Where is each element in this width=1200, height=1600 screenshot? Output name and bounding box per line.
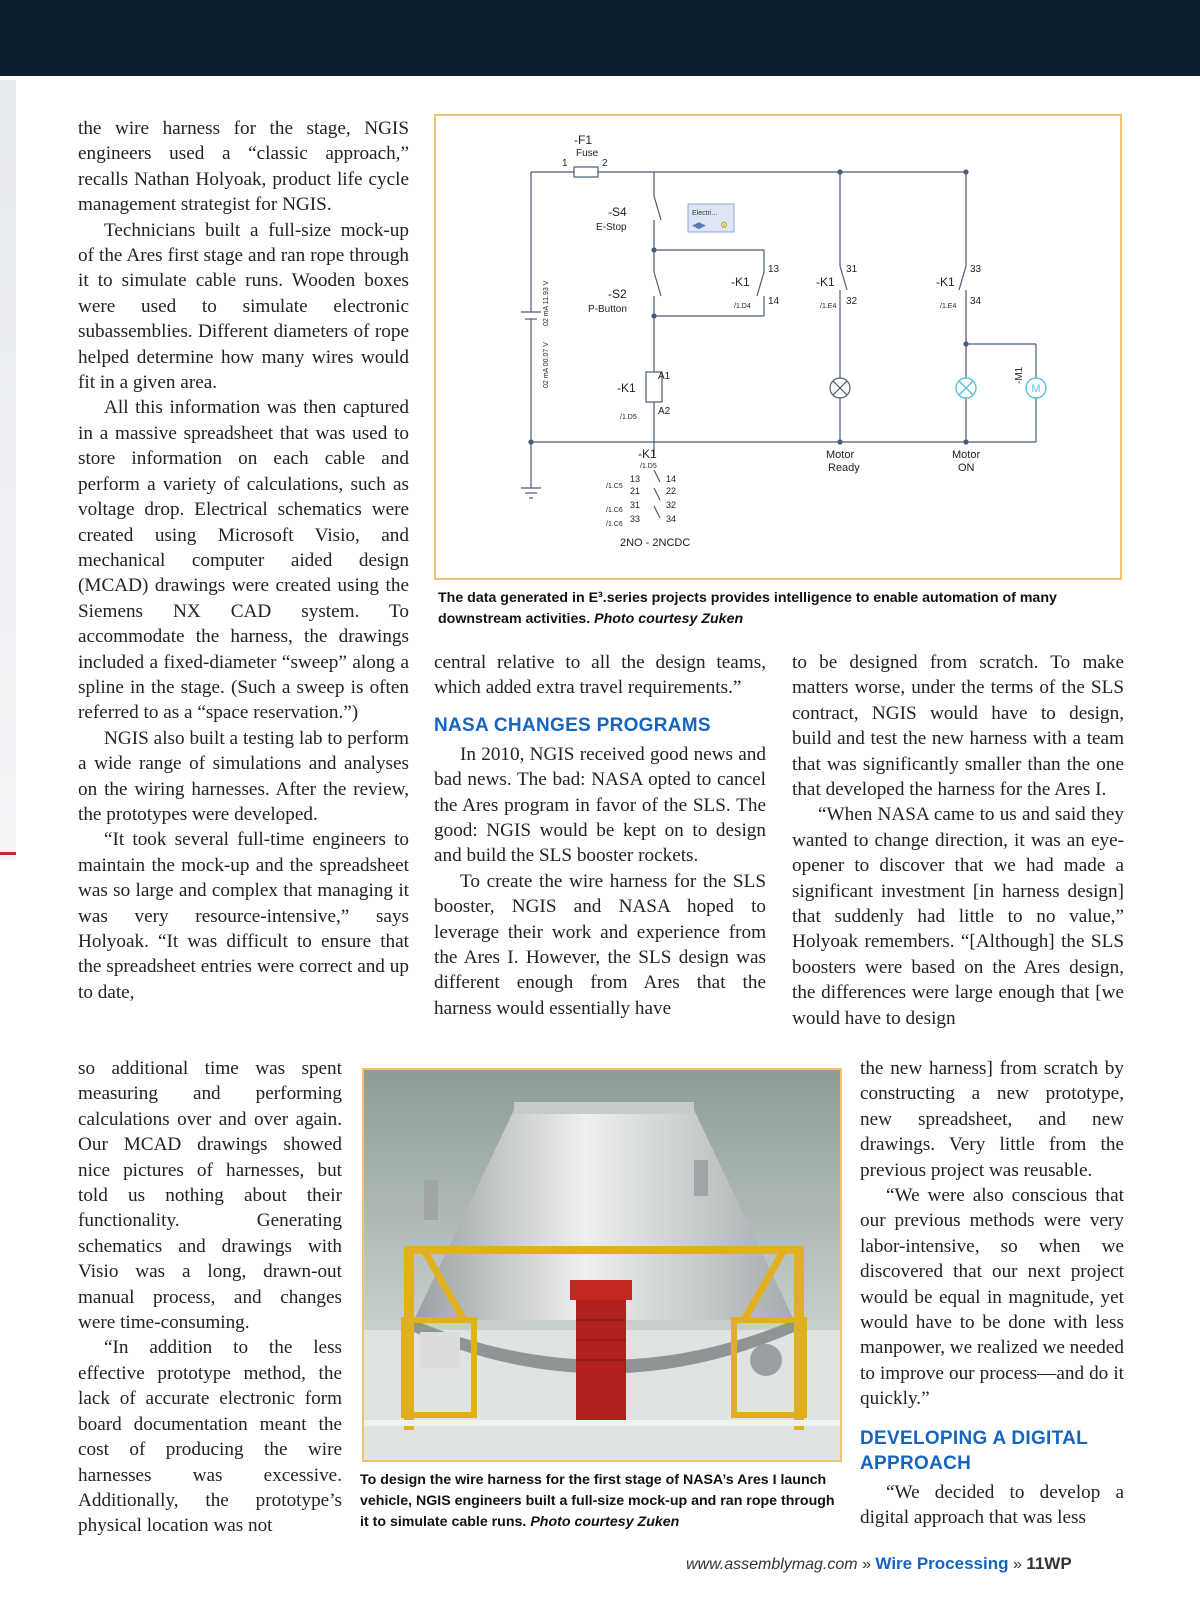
contacts-config: 2NO - 2NCDC	[620, 537, 691, 549]
contact-21: 21	[630, 486, 641, 496]
k1-contact-31-id: -K1	[816, 275, 835, 289]
paragraph: NGIS also built a testing lab to perform a wide range of simulations and analyses on the wiring harnesses. After the review, the prototypes were developed.	[78, 727, 409, 825]
footer-page-number: 11WP	[1026, 1554, 1072, 1573]
k1-coil-id: -K1	[617, 381, 636, 395]
popup-gear-icon: ⚙	[720, 220, 729, 230]
caption-text: To design the wire harness for the first stage of NASA’s Ares I launch vehicle, NGIS engineers built a full-size mock-up and ran rope through it to simulate cable runs.	[360, 1472, 835, 1530]
fuse-id: -F1	[574, 133, 592, 147]
k1-coil-ref: /1.D5	[620, 414, 637, 421]
motor-id: -M1	[1014, 366, 1025, 384]
page-edge-tab	[0, 80, 16, 860]
paragraph: “It took several full-time engineers to maintain the mock-up and the spreadsheet was so large and complex that managing it was very resource-intensive,” says Holyoak. “It was difficult to ensure that the spreadsheet entries were correct and up to date,	[78, 829, 409, 1003]
s4-label: E-Stop	[596, 222, 627, 233]
paragraph: All this information was then captured in a massive spreadsheet that was used to store information on each cable and perform a variety of calculations, such as voltage drop. Electrical schematics were created using Microsoft Visio, and mechanical computer aided design (MCAD) drawings were created using the Siemens NX CAD system. To accommodate the harness, the drawings included a fixed-diameter “sweep” along a spline in the stage. (Such a sweep is often referred to as a “space reservation.”)	[78, 397, 409, 724]
column-3-top	[792, 650, 1124, 1031]
terminal-33: 33	[970, 264, 982, 275]
ref-c6-b: /1.C6	[606, 521, 623, 528]
column-2	[434, 650, 766, 1021]
contact-22: 22	[666, 486, 677, 496]
schematic-caption	[438, 588, 1118, 630]
paragraph: to be designed from scratch. To make matters worse, under the terms of the SLS contract, NGIS would have to design, build and test the new harness with a team that was significantly smaller than the one that developed the harness for the Ares I.	[792, 652, 1124, 801]
ref-c5: /1.C5	[606, 483, 623, 490]
column-1-bottom	[78, 1056, 342, 1539]
k1-contacts-id: -K1	[638, 447, 657, 461]
s2-id: -S2	[608, 287, 627, 301]
page-edge-red-mark	[0, 852, 16, 855]
wiring-schematic	[436, 116, 1120, 578]
column-1-top	[78, 116, 409, 1005]
contact-32: 32	[666, 500, 677, 510]
section-heading: NASA CHANGES PROGRAMS	[434, 714, 711, 736]
motor-ready-line2: Ready	[828, 462, 860, 474]
motor-on-line2: ON	[958, 462, 975, 474]
footer-url[interactable]: www.assemblymag.com	[686, 1556, 858, 1573]
contact-13: 13	[630, 474, 641, 484]
coil-a1: A1	[658, 371, 671, 382]
paragraph: To create the wire harness for the SLS booster, NGIS and NASA hoped to leverage their work and experience from the Ares I. However, the SLS design was different enough from Ares that the harness would essentially have	[434, 870, 766, 1019]
terminal-14: 14	[768, 296, 780, 307]
contact-33: 33	[630, 514, 641, 524]
s2-label: P-Button	[588, 304, 627, 315]
photo-caption	[360, 1470, 846, 1533]
terminal-1: 1	[562, 158, 568, 169]
motor-symbol: M	[1031, 383, 1041, 395]
k1-contacts-ref: /1.D5	[640, 463, 657, 470]
s4-id: -S4	[608, 205, 627, 219]
paragraph: Technicians built a full-size mock-up of the Ares first stage and ran rope through it to simulate cable runs. Wooden boxes were used to simulate electronic subassemblies. Different diameters of rope helped determine how many wires would fit in a given area.	[78, 219, 409, 394]
paragraph: the wire harness for the stage, NGIS engineers used a “classic approach,” recalls Nathan Holyoak, product life cycle management strategist for NGIS.	[78, 118, 409, 216]
k1-contact-13-id: -K1	[731, 275, 750, 289]
meter-reading-1: 02 mA 11.93 V	[543, 280, 550, 326]
meter-reading-2: 02 mA 00.07 V	[543, 342, 550, 388]
terminal-34: 34	[970, 296, 982, 307]
footer-section: Wire Processing	[875, 1554, 1009, 1573]
paragraph: “We were also conscious that our previous methods were very labor-intensive, so when we discovered that our next project would be equal in magnitude, yet would have to be done with less manpower, we realized we needed to improve our process—and do it quickly.”	[860, 1185, 1124, 1410]
contact-34: 34	[666, 514, 677, 524]
paragraph: “We decided to develop a digital approach that was less	[860, 1481, 1124, 1529]
contact-14: 14	[666, 474, 677, 484]
paragraph: In 2010, NGIS received good news and bad news. The bad: NASA opted to cancel the Ares program in favor of the SLS. The good: NGIS would be kept on to design and build the SLS booster rockets.	[434, 743, 766, 867]
paragraph: so additional time was spent measuring and performing calculations over and over again. Our MCAD drawings showed nice pictures of harnesses, but told us nothing about their functionality. Generating schematics and drawings with Visio was a long, drawn-out manual process, and changes were time-consuming.	[78, 1058, 342, 1334]
page-footer	[686, 1554, 1126, 1574]
terminal-2: 2	[602, 158, 608, 169]
top-banner	[0, 0, 1200, 76]
caption-text: The data generated in E³.series projects provides intelligence to enable automation of many downstream activities.	[438, 590, 1057, 627]
caption-credit: Photo courtesy Zuken	[530, 1514, 680, 1530]
k1-ref-e4-b: /1.E4	[940, 303, 957, 310]
ref-c6-a: /1.C6	[606, 507, 623, 514]
schematic-figure	[434, 114, 1122, 580]
terminal-32: 32	[846, 296, 858, 307]
k1-contact-33-id: -K1	[936, 275, 955, 289]
motor-ready-line1: Motor	[826, 449, 855, 461]
paragraph: central relative to all the design teams, which added extra travel requirements.”	[434, 652, 766, 699]
paragraph: the new harness] from scratch by constructing a new prototype, new spreadsheet, and new drawings. Very little from the previous project was reusable.	[860, 1058, 1124, 1181]
footer-separator: »	[862, 1556, 871, 1573]
popup-arrows-icon: ◀▶	[692, 220, 706, 230]
fuse-label: Fuse	[576, 148, 599, 159]
mockup-photo	[362, 1068, 842, 1462]
column-3-bottom	[860, 1056, 1124, 1531]
terminal-31: 31	[846, 264, 858, 275]
popup-toolbar-label: Electri...	[692, 210, 718, 217]
k1-ref-e4-a: /1.E4	[820, 303, 837, 310]
motor-on-line1: Motor	[952, 449, 981, 461]
k1-ref-d4: /1.D4	[734, 303, 751, 310]
coil-a2: A2	[658, 406, 671, 417]
ares-mockup-illustration	[364, 1070, 840, 1460]
footer-separator: »	[1012, 1556, 1022, 1573]
section-heading: DEVELOPING A DIGITAL APPROACH	[860, 1427, 1088, 1474]
contact-31: 31	[630, 500, 641, 510]
terminal-13: 13	[768, 264, 780, 275]
caption-credit: Photo courtesy Zuken	[594, 611, 744, 627]
paragraph: “In addition to the less effective prototype method, the lack of accurate electronic form board documentation meant the cost of producing the wire harnesses was excessive. Additionally, the prototype’s physical location was not	[78, 1337, 342, 1537]
paragraph: “When NASA came to us and said they wanted to change direction, it was an eye-opener to discover that we had made a significant investment [in harness design] that suddenly had little to no value,” Holyoak remembers. “[Although] the SLS boosters were based on the Ares design, the differences were large enough that [we would have to design	[792, 804, 1124, 1029]
